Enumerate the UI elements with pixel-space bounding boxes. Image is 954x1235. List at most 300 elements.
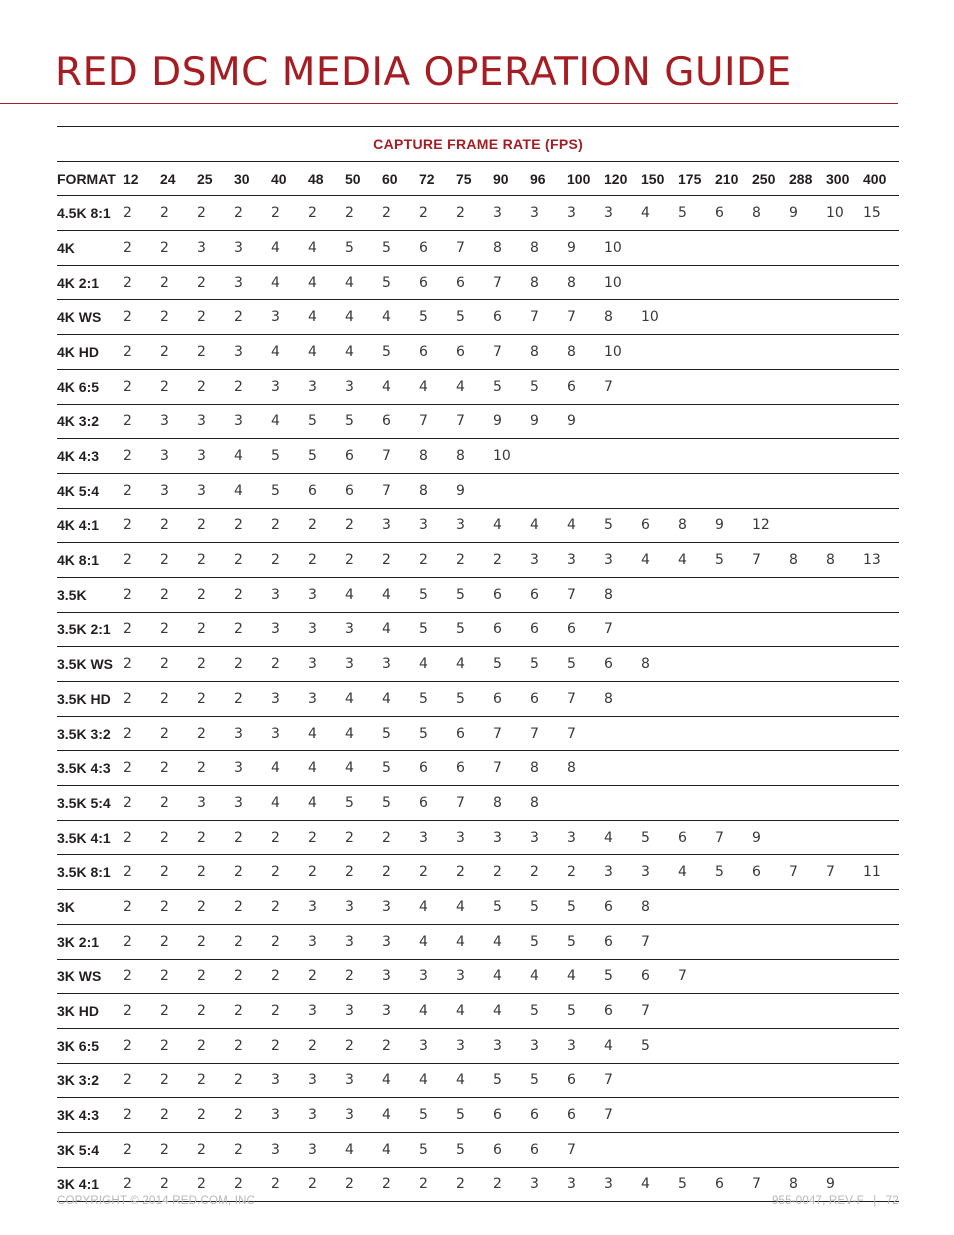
value-cell: 6 <box>456 751 493 786</box>
value-cell: 3 <box>604 1167 641 1202</box>
value-cell: 7 <box>419 404 456 439</box>
value-cell: 6 <box>493 682 530 717</box>
value-cell: 2 <box>123 508 160 543</box>
value-cell <box>752 577 789 612</box>
value-cell: 2 <box>234 508 271 543</box>
table-row <box>57 369 899 404</box>
table-row <box>57 335 899 370</box>
value-cell: 2 <box>197 716 234 751</box>
value-cell <box>826 1028 863 1063</box>
value-cell: 6 <box>715 1167 752 1202</box>
value-cell: 3 <box>456 1028 493 1063</box>
document-title: RED DSMC MEDIA OPERATION GUIDE <box>55 50 792 95</box>
value-cell: 4 <box>641 1167 678 1202</box>
value-cell: 3 <box>604 196 641 231</box>
value-cell: 7 <box>752 1167 789 1202</box>
value-cell <box>826 369 863 404</box>
value-cell: 2 <box>123 231 160 266</box>
value-cell <box>678 786 715 821</box>
value-cell: 7 <box>604 369 641 404</box>
value-cell: 2 <box>382 855 419 890</box>
table-row <box>57 473 899 508</box>
value-cell <box>789 786 826 821</box>
value-cell: 5 <box>382 265 419 300</box>
value-cell <box>789 1132 826 1167</box>
value-cell <box>863 508 899 543</box>
value-cell <box>530 473 567 508</box>
value-cell <box>826 300 863 335</box>
value-cell <box>789 994 826 1029</box>
value-cell: 9 <box>789 196 826 231</box>
value-cell <box>752 647 789 682</box>
fps-column-header: 288 <box>789 161 826 196</box>
format-cell: 4K 6:5 <box>57 369 123 404</box>
value-cell <box>678 577 715 612</box>
value-cell: 6 <box>641 959 678 994</box>
value-cell: 2 <box>123 994 160 1029</box>
value-cell: 3 <box>197 439 234 474</box>
value-cell: 4 <box>382 369 419 404</box>
value-cell: 5 <box>419 1098 456 1133</box>
value-cell: 3 <box>308 682 345 717</box>
value-cell: 6 <box>493 1132 530 1167</box>
value-cell <box>789 1028 826 1063</box>
footer-separator: | <box>873 1195 877 1207</box>
value-cell <box>715 1098 752 1133</box>
value-cell: 4 <box>234 473 271 508</box>
value-cell <box>752 1028 789 1063</box>
value-cell <box>641 1132 678 1167</box>
value-cell: 9 <box>530 404 567 439</box>
format-cell: 3.5K 3:2 <box>57 716 123 751</box>
value-cell: 3 <box>345 369 382 404</box>
format-cell: 4K <box>57 231 123 266</box>
value-cell: 4 <box>493 924 530 959</box>
value-cell: 5 <box>419 300 456 335</box>
value-cell <box>715 404 752 439</box>
value-cell: 2 <box>419 543 456 578</box>
value-cell: 4 <box>493 959 530 994</box>
value-cell <box>678 1132 715 1167</box>
value-cell: 2 <box>234 1167 271 1202</box>
table-row <box>57 959 899 994</box>
value-cell: 5 <box>419 682 456 717</box>
value-cell: 2 <box>197 1063 234 1098</box>
value-cell: 5 <box>308 439 345 474</box>
value-cell <box>678 647 715 682</box>
value-cell: 3 <box>419 508 456 543</box>
value-cell <box>715 231 752 266</box>
value-cell: 3 <box>345 612 382 647</box>
value-cell <box>715 647 752 682</box>
value-cell: 9 <box>715 508 752 543</box>
value-cell: 2 <box>123 335 160 370</box>
value-cell: 5 <box>641 1028 678 1063</box>
value-cell: 5 <box>715 543 752 578</box>
value-cell: 3 <box>271 577 308 612</box>
value-cell <box>641 1063 678 1098</box>
value-cell: 5 <box>493 369 530 404</box>
value-cell <box>678 890 715 925</box>
value-cell <box>826 682 863 717</box>
value-cell: 5 <box>382 335 419 370</box>
fps-column-header: 120 <box>604 161 641 196</box>
value-cell: 4 <box>308 335 345 370</box>
value-cell: 10 <box>604 265 641 300</box>
value-cell <box>604 786 641 821</box>
value-cell: 8 <box>826 543 863 578</box>
value-cell: 4 <box>567 959 604 994</box>
value-cell: 3 <box>234 265 271 300</box>
value-cell: 3 <box>567 543 604 578</box>
value-cell: 6 <box>493 612 530 647</box>
value-cell <box>752 751 789 786</box>
value-cell: 4 <box>419 369 456 404</box>
value-cell <box>567 786 604 821</box>
value-cell <box>863 1063 899 1098</box>
value-cell: 6 <box>382 404 419 439</box>
value-cell: 8 <box>456 439 493 474</box>
value-cell <box>678 231 715 266</box>
value-cell <box>789 890 826 925</box>
value-cell: 2 <box>160 577 197 612</box>
value-cell: 2 <box>197 959 234 994</box>
value-cell: 4 <box>308 751 345 786</box>
value-cell: 5 <box>641 820 678 855</box>
value-cell <box>752 682 789 717</box>
value-cell: 3 <box>271 1063 308 1098</box>
value-cell <box>678 994 715 1029</box>
value-cell: 4 <box>530 959 567 994</box>
value-cell: 4 <box>604 820 641 855</box>
value-cell: 2 <box>123 577 160 612</box>
value-cell: 7 <box>826 855 863 890</box>
value-cell: 2 <box>197 751 234 786</box>
value-cell: 8 <box>530 265 567 300</box>
value-cell: 6 <box>567 1063 604 1098</box>
value-cell: 2 <box>234 1063 271 1098</box>
value-cell: 6 <box>456 265 493 300</box>
value-cell: 4 <box>271 751 308 786</box>
value-cell: 2 <box>234 369 271 404</box>
value-cell: 3 <box>197 404 234 439</box>
value-cell: 4 <box>382 1063 419 1098</box>
format-cell: 4K 8:1 <box>57 543 123 578</box>
value-cell: 3 <box>160 439 197 474</box>
value-cell <box>826 924 863 959</box>
value-cell: 7 <box>493 265 530 300</box>
value-cell <box>678 473 715 508</box>
value-cell: 4 <box>456 647 493 682</box>
value-cell: 2 <box>123 439 160 474</box>
value-cell: 6 <box>641 508 678 543</box>
value-cell: 2 <box>345 1167 382 1202</box>
value-cell: 2 <box>123 612 160 647</box>
value-cell <box>863 820 899 855</box>
value-cell: 8 <box>530 786 567 821</box>
value-cell: 2 <box>123 890 160 925</box>
value-cell <box>752 924 789 959</box>
value-cell <box>678 265 715 300</box>
value-cell <box>678 439 715 474</box>
format-cell: 3.5K HD <box>57 682 123 717</box>
value-cell <box>715 473 752 508</box>
value-cell: 2 <box>308 508 345 543</box>
value-cell: 2 <box>308 543 345 578</box>
value-cell: 2 <box>160 890 197 925</box>
value-cell: 2 <box>234 1132 271 1167</box>
value-cell: 2 <box>234 855 271 890</box>
value-cell: 6 <box>604 647 641 682</box>
value-cell <box>826 1098 863 1133</box>
value-cell: 3 <box>234 335 271 370</box>
value-cell <box>641 439 678 474</box>
fps-column-header: 400 <box>863 161 899 196</box>
value-cell: 3 <box>234 716 271 751</box>
fps-column-header: 90 <box>493 161 530 196</box>
fps-column-header: 60 <box>382 161 419 196</box>
value-cell: 10 <box>641 300 678 335</box>
value-cell: 4 <box>308 716 345 751</box>
value-cell: 2 <box>160 369 197 404</box>
value-cell <box>789 439 826 474</box>
value-cell: 2 <box>345 543 382 578</box>
value-cell <box>826 335 863 370</box>
capture-frame-rate-table <box>57 126 899 1202</box>
value-cell: 5 <box>493 890 530 925</box>
value-cell: 3 <box>456 820 493 855</box>
fps-column-header: 75 <box>456 161 493 196</box>
value-cell: 4 <box>456 369 493 404</box>
value-cell: 4 <box>382 577 419 612</box>
value-cell: 5 <box>456 1098 493 1133</box>
fps-column-header: 24 <box>160 161 197 196</box>
value-cell: 7 <box>530 716 567 751</box>
value-cell: 3 <box>197 473 234 508</box>
value-cell: 3 <box>382 508 419 543</box>
value-cell: 2 <box>123 543 160 578</box>
value-cell: 2 <box>345 508 382 543</box>
value-cell: 8 <box>493 786 530 821</box>
value-cell <box>752 994 789 1029</box>
value-cell: 2 <box>567 855 604 890</box>
value-cell <box>752 959 789 994</box>
value-cell <box>863 1028 899 1063</box>
table-row <box>57 1098 899 1133</box>
value-cell <box>715 1063 752 1098</box>
value-cell <box>641 682 678 717</box>
value-cell: 4 <box>419 1063 456 1098</box>
value-cell: 2 <box>271 543 308 578</box>
value-cell: 6 <box>604 924 641 959</box>
format-cell: 3K <box>57 890 123 925</box>
value-cell: 2 <box>271 890 308 925</box>
value-cell: 12 <box>752 508 789 543</box>
value-cell <box>789 369 826 404</box>
value-cell: 7 <box>530 300 567 335</box>
header-row <box>57 161 899 196</box>
value-cell: 3 <box>530 1167 567 1202</box>
value-cell <box>715 369 752 404</box>
value-cell: 8 <box>419 439 456 474</box>
value-cell: 8 <box>678 508 715 543</box>
fps-column-header: 250 <box>752 161 789 196</box>
value-cell <box>863 890 899 925</box>
value-cell <box>789 577 826 612</box>
value-cell: 4 <box>419 647 456 682</box>
value-cell: 2 <box>382 543 419 578</box>
value-cell: 5 <box>308 404 345 439</box>
value-cell: 6 <box>419 786 456 821</box>
value-cell: 8 <box>567 751 604 786</box>
table-row <box>57 404 899 439</box>
value-cell: 2 <box>308 820 345 855</box>
value-cell: 9 <box>567 231 604 266</box>
value-cell <box>826 959 863 994</box>
value-cell: 8 <box>530 335 567 370</box>
fps-column-header: 48 <box>308 161 345 196</box>
value-cell: 9 <box>493 404 530 439</box>
value-cell: 2 <box>160 820 197 855</box>
value-cell: 2 <box>160 335 197 370</box>
value-cell: 5 <box>530 647 567 682</box>
value-cell: 5 <box>530 1063 567 1098</box>
value-cell: 5 <box>382 716 419 751</box>
value-cell <box>789 716 826 751</box>
value-cell: 2 <box>197 682 234 717</box>
value-cell <box>604 439 641 474</box>
value-cell: 2 <box>123 404 160 439</box>
value-cell: 15 <box>863 196 899 231</box>
value-cell: 6 <box>419 231 456 266</box>
value-cell: 9 <box>567 404 604 439</box>
value-cell: 3 <box>419 1028 456 1063</box>
value-cell: 2 <box>234 959 271 994</box>
value-cell: 3 <box>197 231 234 266</box>
value-cell <box>641 716 678 751</box>
value-cell: 2 <box>123 682 160 717</box>
value-cell <box>863 1132 899 1167</box>
value-cell: 2 <box>271 196 308 231</box>
value-cell: 2 <box>493 543 530 578</box>
value-cell: 5 <box>530 890 567 925</box>
value-cell <box>715 265 752 300</box>
value-cell: 4 <box>271 404 308 439</box>
fps-column-header: 96 <box>530 161 567 196</box>
format-cell: 3K 4:3 <box>57 1098 123 1133</box>
value-cell <box>826 786 863 821</box>
value-cell <box>863 577 899 612</box>
value-cell <box>752 890 789 925</box>
value-cell: 2 <box>493 855 530 890</box>
format-column-header: FORMAT <box>57 161 123 196</box>
value-cell: 4 <box>456 890 493 925</box>
value-cell <box>678 751 715 786</box>
value-cell: 8 <box>567 265 604 300</box>
value-cell: 2 <box>160 508 197 543</box>
value-cell: 2 <box>234 612 271 647</box>
value-cell: 2 <box>123 1098 160 1133</box>
value-cell <box>715 335 752 370</box>
value-cell: 4 <box>493 508 530 543</box>
value-cell: 2 <box>382 1028 419 1063</box>
value-cell <box>863 439 899 474</box>
value-cell: 5 <box>493 647 530 682</box>
value-cell <box>641 1098 678 1133</box>
value-cell: 2 <box>160 751 197 786</box>
value-cell: 8 <box>604 577 641 612</box>
value-cell: 2 <box>197 1098 234 1133</box>
value-cell <box>789 924 826 959</box>
value-cell: 2 <box>197 994 234 1029</box>
value-cell <box>863 751 899 786</box>
footer-copyright: COPYRIGHT © 2014 RED.COM, INC <box>57 1195 256 1207</box>
value-cell: 5 <box>456 1132 493 1167</box>
value-cell: 7 <box>382 473 419 508</box>
format-cell: 3K WS <box>57 959 123 994</box>
format-cell: 3.5K 5:4 <box>57 786 123 821</box>
value-cell: 6 <box>419 335 456 370</box>
value-cell: 6 <box>567 612 604 647</box>
value-cell: 9 <box>752 820 789 855</box>
value-cell: 7 <box>493 335 530 370</box>
value-cell: 7 <box>567 577 604 612</box>
value-cell <box>641 369 678 404</box>
value-cell: 4 <box>419 994 456 1029</box>
value-cell: 2 <box>160 1098 197 1133</box>
value-cell: 2 <box>234 682 271 717</box>
fps-column-header: 12 <box>123 161 160 196</box>
value-cell: 4 <box>678 543 715 578</box>
value-cell <box>641 473 678 508</box>
value-cell <box>863 369 899 404</box>
value-cell: 3 <box>308 924 345 959</box>
value-cell <box>752 612 789 647</box>
value-cell: 3 <box>382 890 419 925</box>
footer-doc-number: 955-0047, REV-F <box>771 1195 864 1207</box>
value-cell: 3 <box>234 786 271 821</box>
value-cell: 5 <box>382 751 419 786</box>
value-cell: 10 <box>604 231 641 266</box>
table-row <box>57 1028 899 1063</box>
title-rule <box>0 103 898 104</box>
value-cell: 5 <box>567 924 604 959</box>
value-cell <box>789 682 826 717</box>
fps-column-header: 72 <box>419 161 456 196</box>
value-cell <box>826 473 863 508</box>
table-row <box>57 300 899 335</box>
value-cell <box>863 682 899 717</box>
value-cell: 3 <box>567 1167 604 1202</box>
value-cell: 6 <box>308 473 345 508</box>
value-cell: 2 <box>308 1028 345 1063</box>
value-cell <box>678 716 715 751</box>
value-cell: 7 <box>567 1132 604 1167</box>
value-cell: 2 <box>160 265 197 300</box>
value-cell <box>789 820 826 855</box>
value-cell: 2 <box>123 751 160 786</box>
value-cell: 5 <box>567 994 604 1029</box>
fps-column-header: 150 <box>641 161 678 196</box>
value-cell: 3 <box>308 612 345 647</box>
value-cell: 2 <box>160 786 197 821</box>
value-cell: 7 <box>604 1063 641 1098</box>
value-cell <box>826 439 863 474</box>
value-cell <box>678 1098 715 1133</box>
value-cell: 5 <box>271 439 308 474</box>
value-cell: 2 <box>197 508 234 543</box>
value-cell: 6 <box>530 1132 567 1167</box>
